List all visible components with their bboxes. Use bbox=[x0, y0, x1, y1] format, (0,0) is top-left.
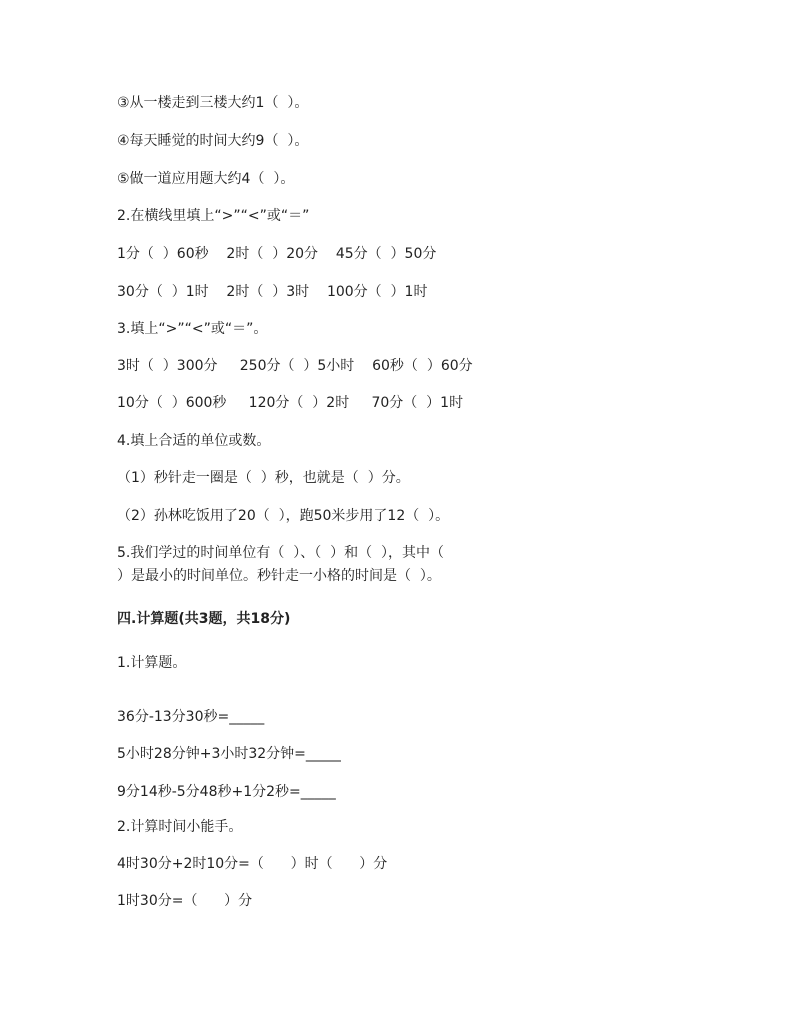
section-5-line-2: ）是最小的时间单位。秒针走一小格的时间是（ ）。 bbox=[117, 568, 441, 584]
compare-row-2: 30分（ ）1时 2时（ ）3时 100分（ ）1时 bbox=[117, 284, 428, 300]
calc-item-3: 9分14秒-5分48秒+1分2秒=_____ bbox=[117, 784, 336, 800]
calc-item-4: 4时30分+2时10分=（ ）时（ ）分 bbox=[117, 856, 388, 872]
section-4-heading: 4.填上合适的单位或数。 bbox=[117, 433, 271, 449]
calc-item-2: 5小时28分钟+3小时32分钟=_____ bbox=[117, 746, 341, 762]
compare-row-1: 1分（ ）60秒 2时（ ）20分 45分（ ）50分 bbox=[117, 246, 437, 262]
question-5-circle: ⑤做一道应用题大约4（ ）。 bbox=[117, 171, 295, 187]
fill-item-1: （1）秒针走一圈是（ ）秒，也就是（ ）分。 bbox=[117, 470, 410, 486]
part-4-heading: 四.计算题(共3题，共18分) bbox=[117, 611, 291, 627]
fill-item-2: （2）孙林吃饭用了20（ ），跑50米步用了12（ ）。 bbox=[117, 508, 450, 524]
question-3-circle: ③从一楼走到三楼大约1（ ）。 bbox=[117, 95, 309, 111]
compare-row-3: 3时（ ）300分 250分（ ）5小时 60秒（ ）60分 bbox=[117, 358, 473, 374]
calc-heading-2: 2.计算时间小能手。 bbox=[117, 819, 243, 835]
calc-item-1: 36分-13分30秒=_____ bbox=[117, 709, 265, 725]
calc-item-5: 1时30分=（ ）分 bbox=[117, 893, 253, 909]
section-3-heading: 3.填上“>”“<”或“＝”。 bbox=[117, 321, 268, 337]
section-5-line-1: 5.我们学过的时间单位有（ ）、（ ）和（ ），其中（ bbox=[117, 545, 445, 561]
question-4-circle: ④每天睡觉的时间大约9（ ）。 bbox=[117, 133, 309, 149]
compare-row-4: 10分（ ）600秒 120分（ ）2时 70分（ ）1时 bbox=[117, 395, 464, 411]
calc-heading-1: 1.计算题。 bbox=[117, 655, 187, 671]
section-2-heading: 2.在横线里填上“>”“<”或“＝” bbox=[117, 208, 310, 224]
